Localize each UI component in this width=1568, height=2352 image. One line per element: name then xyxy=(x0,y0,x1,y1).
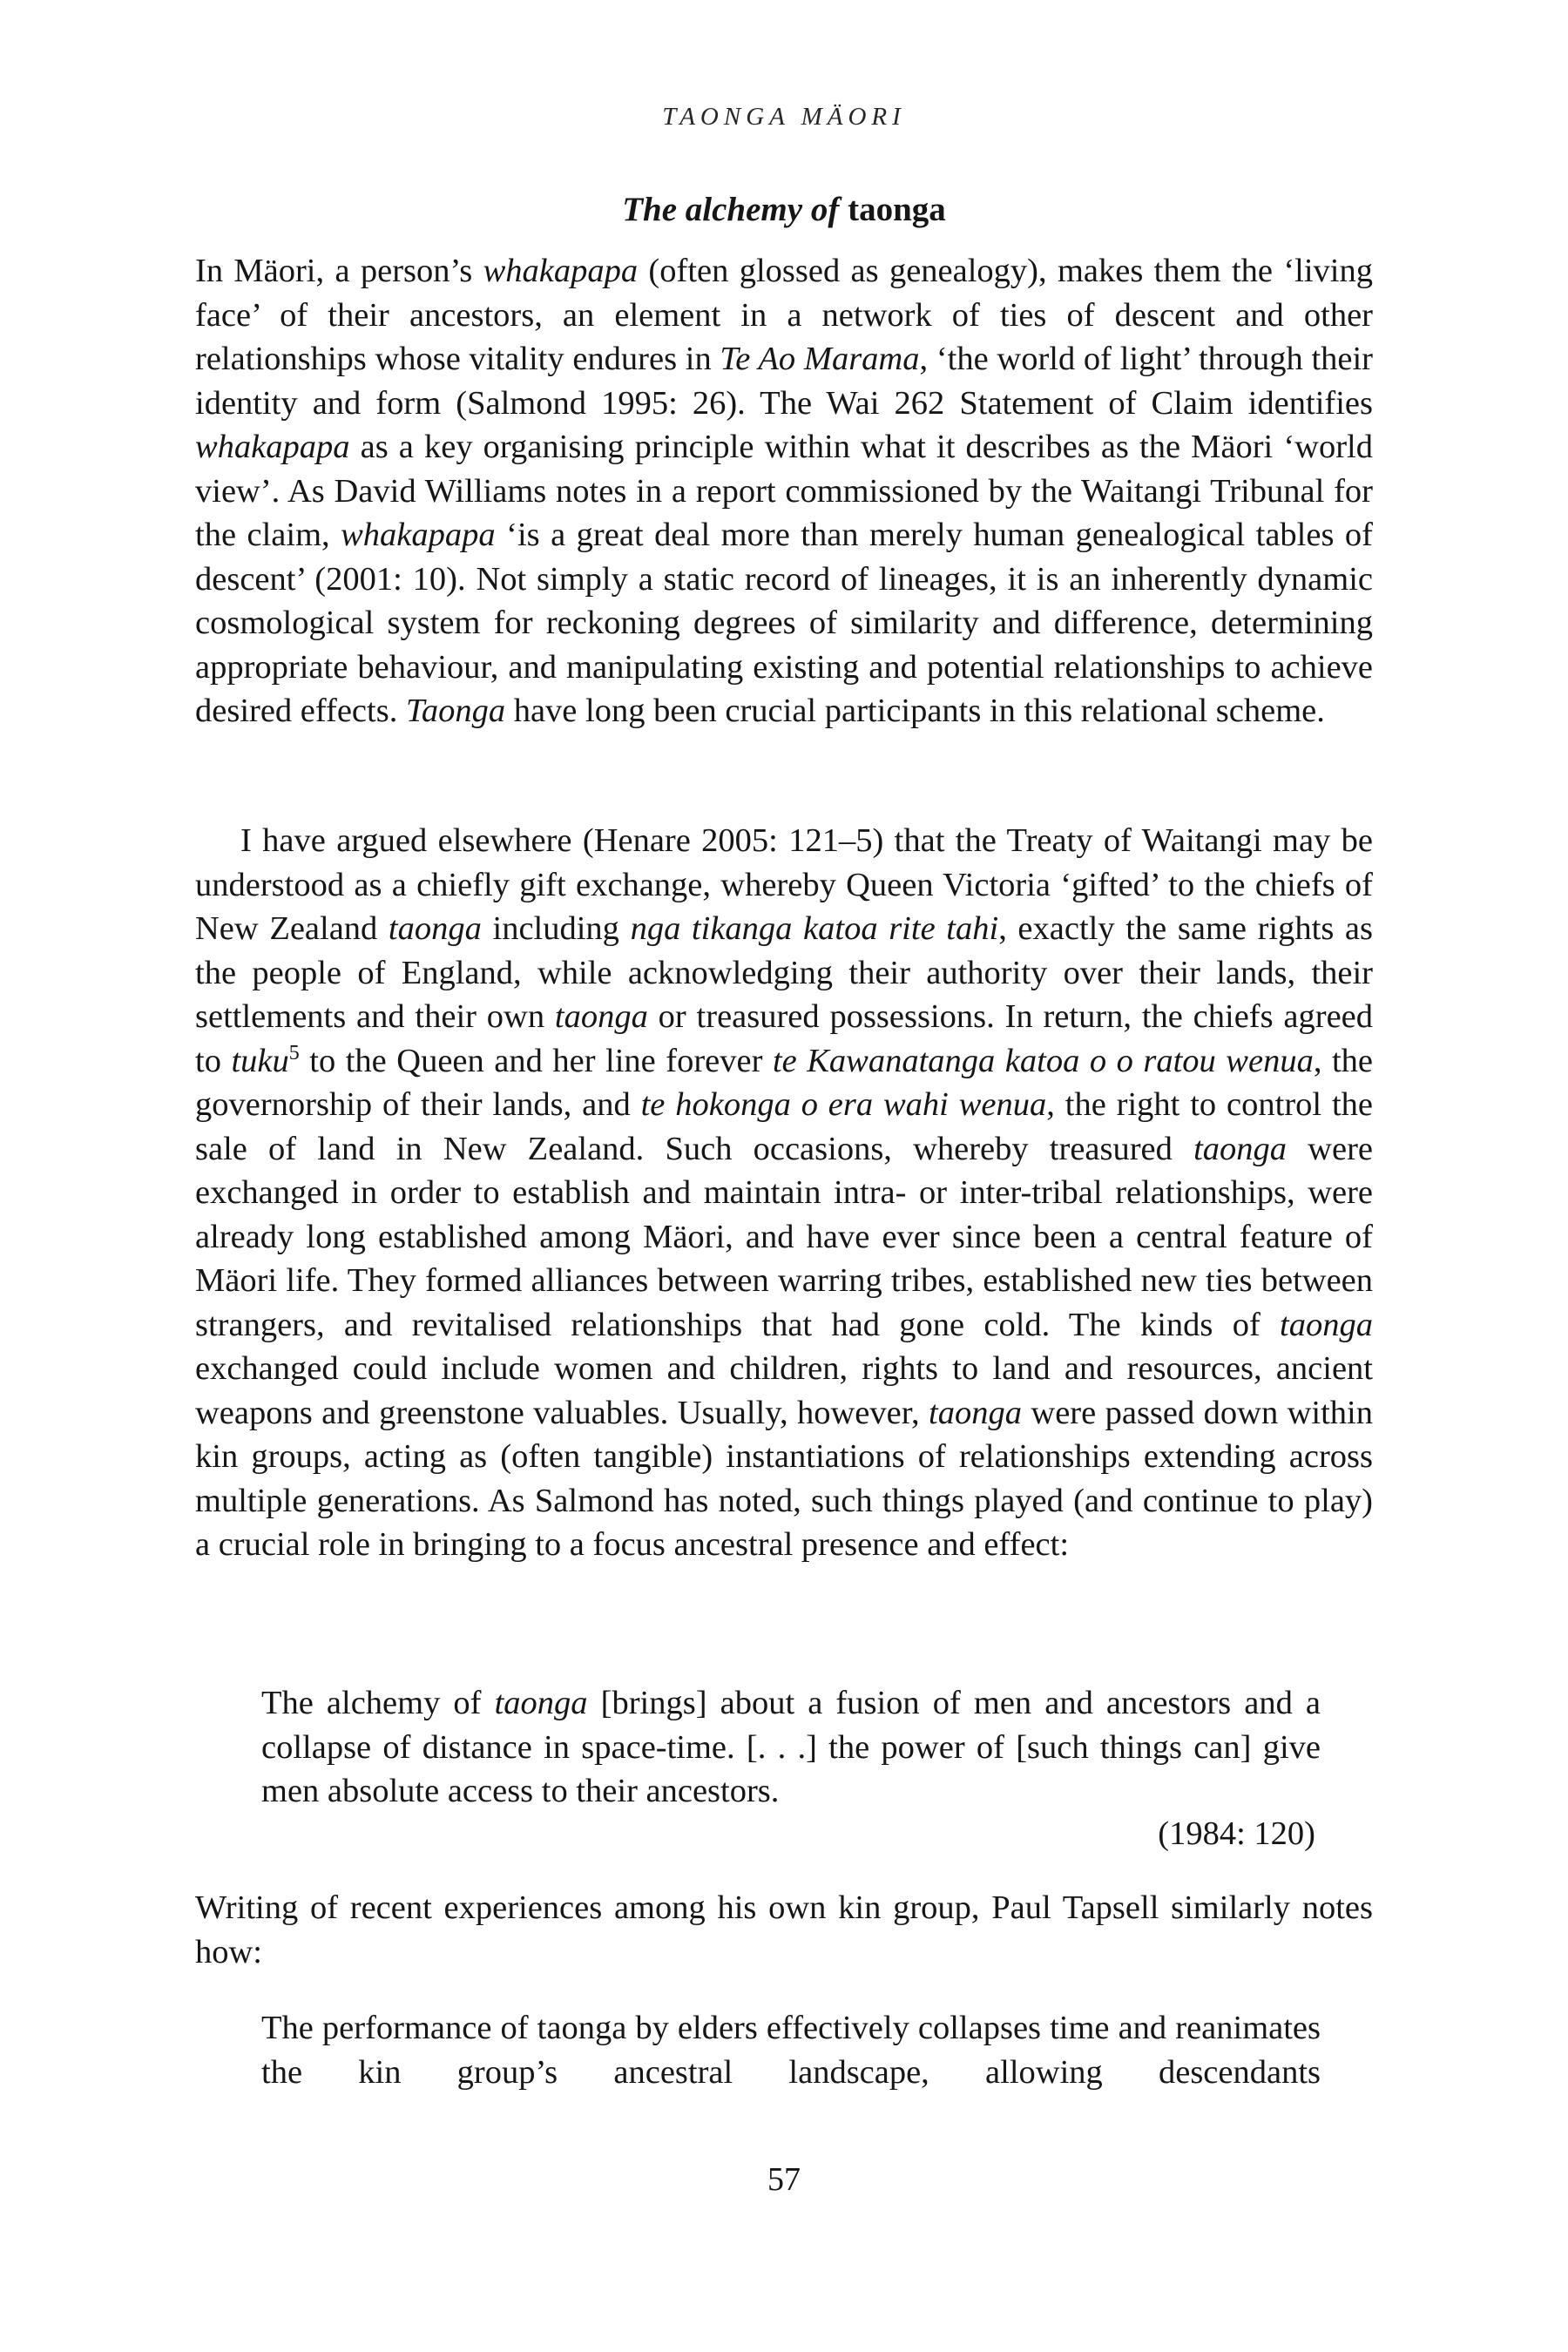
paragraph2-run-11: , the governorship of their lands, and xyxy=(195,1042,1373,1123)
paragraph-3-text xyxy=(195,1886,1373,1974)
paragraph2-run-16-italic: taonga xyxy=(1280,1306,1373,1343)
paragraph2-run-8: 5 xyxy=(288,1041,300,1064)
paragraph2-run-7-italic: tuku xyxy=(231,1042,289,1079)
paragraph2-run-9: to the Queen and her line forever xyxy=(299,1042,773,1079)
paragraph1-run-3-italic: Te Ao Marama xyxy=(720,341,920,377)
paragraph1-run-8: ‘is a great deal more than merely human genealogical tables of descent’ (2001: 10). Not simply a static record of lineages, it is an inherently dynamic cosmological system for reckoning degrees of similarity and difference, determining appropriate behaviour, and manipulating existing and potential relationships to achieve desired effects. xyxy=(195,517,1373,729)
blockquote-salmond xyxy=(261,1681,1321,1814)
paragraph2-run-17: exchanged could include women and children, rights to land and resources, ancient weapons and greenstone valuables. Usually, however, xyxy=(195,1350,1373,1431)
paragraph2-run-4: , exactly the same rights as the people of England, while acknowledging their authority over their lands, their settlements and their own xyxy=(195,910,1373,1035)
paragraph2-run-19: were passed down within kin groups, acting as (often tangible) instantiations of relationships extending across multiple generations. As Salmond has noted, such things played (and continue to play) a crucial role in bringing to a focus ancestral presence and effect: xyxy=(195,1394,1374,1563)
blockquote-1-text xyxy=(261,1681,1321,1814)
blockquote1-run-2: [brings] about a fusion of men and ancestors and a collapse of distance in space-time. [. . .] the power of [such things can] give men absolute access to their ancestors. xyxy=(261,1685,1321,1809)
citation-salmond: (1984: 120) xyxy=(1158,1815,1315,1852)
page-number: 57 xyxy=(767,2161,801,2198)
paragraph2-run-2: including xyxy=(481,910,631,947)
paragraph1-run-0: In Mäori, a person’s xyxy=(195,253,483,289)
blockquote-tapsell xyxy=(261,2006,1321,2094)
paragraph-whakapapa xyxy=(195,249,1373,733)
paragraph1-run-7-italic: whakapapa xyxy=(341,517,496,553)
blockquote-2-text xyxy=(261,2006,1321,2094)
paragraph2-run-1-italic: taonga xyxy=(388,910,482,947)
paragraph2-run-3-italic: nga tikanga katoa rite tahi xyxy=(630,910,999,947)
paragraph1-run-10: have long been crucial participants in this relational scheme. xyxy=(505,693,1325,729)
paragraph1-run-6: as a key organising principle within what it describes as the Mäori ‘world view’. As David Williams notes in a report commissioned by the Waitangi Tribunal for the claim, xyxy=(195,429,1373,553)
paragraph3-run-0: Writing of recent experiences among his own kin group, Paul Tapsell similarly notes how: xyxy=(195,1889,1373,1970)
paragraph1-run-9-italic: Taonga xyxy=(405,693,506,729)
section-title xyxy=(0,190,1568,229)
paragraph2-run-18-italic: taonga xyxy=(929,1394,1022,1431)
section-title-italic: The alchemy of xyxy=(622,191,840,228)
paragraph2-run-6: or treasured possessions. In return, the chiefs agreed to xyxy=(195,998,1373,1079)
paragraph2-run-14-italic: taonga xyxy=(1193,1130,1288,1167)
paragraph-1-text xyxy=(195,249,1373,733)
blockquote2-run-0: The performance of taonga by elders effectively collapses time and reanimates the kin group’s ancestral landscape, allowing descendants xyxy=(261,2010,1321,2091)
section-title-regular: taonga xyxy=(839,191,946,228)
paragraph1-run-4: , ‘the world of light’ through their identity and form (Salmond 1995: 26). The Wai 262 Statement of Claim identifies xyxy=(195,341,1373,422)
blockquote1-run-1-italic: taonga xyxy=(494,1685,588,1721)
paragraph2-run-12-italic: te hokonga o era wahi wenua xyxy=(640,1086,1047,1123)
paragraph2-run-13: , the right to control the sale of land in New Zealand. Such occasions, whereby treasured xyxy=(195,1086,1373,1167)
paragraph2-run-10-italic: te Kawanatanga katoa o o ratou wenua xyxy=(772,1042,1314,1079)
paragraph2-run-15: were exchanged in order to establish and maintain intra- or inter-tribal relationships, were already long established among Mäori, and have ever since been a central feature of Mäori life. They formed alliances between warring tribes, established new ties between strangers, and revitalised relationships that had gone cold. The kinds of xyxy=(195,1130,1373,1343)
paragraph1-run-2: (often glossed as genealogy), makes them the ‘living face’ of their ancestors, an element in a network of ties of descent and other relationships whose vitality endures in xyxy=(195,253,1373,377)
paragraph-tapsell xyxy=(195,1886,1373,1974)
paragraph1-run-5-italic: whakapapa xyxy=(195,429,350,465)
paragraph2-run-0: I have argued elsewhere (Henare 2005: 121–5) that the Treaty of Waitangi may be understood as a chiefly gift exchange, whereby Queen Victoria ‘gifted’ to the chiefs of New Zealand xyxy=(195,822,1373,947)
paragraph1-run-1-italic: whakapapa xyxy=(483,253,639,289)
blockquote1-run-0: The alchemy of xyxy=(261,1685,495,1721)
paragraph-2-text xyxy=(195,819,1373,1567)
paragraph2-run-5-italic: taonga xyxy=(554,998,648,1035)
paragraph-treaty xyxy=(195,819,1373,1567)
running-head: TAONGA MÄORI xyxy=(662,103,906,131)
